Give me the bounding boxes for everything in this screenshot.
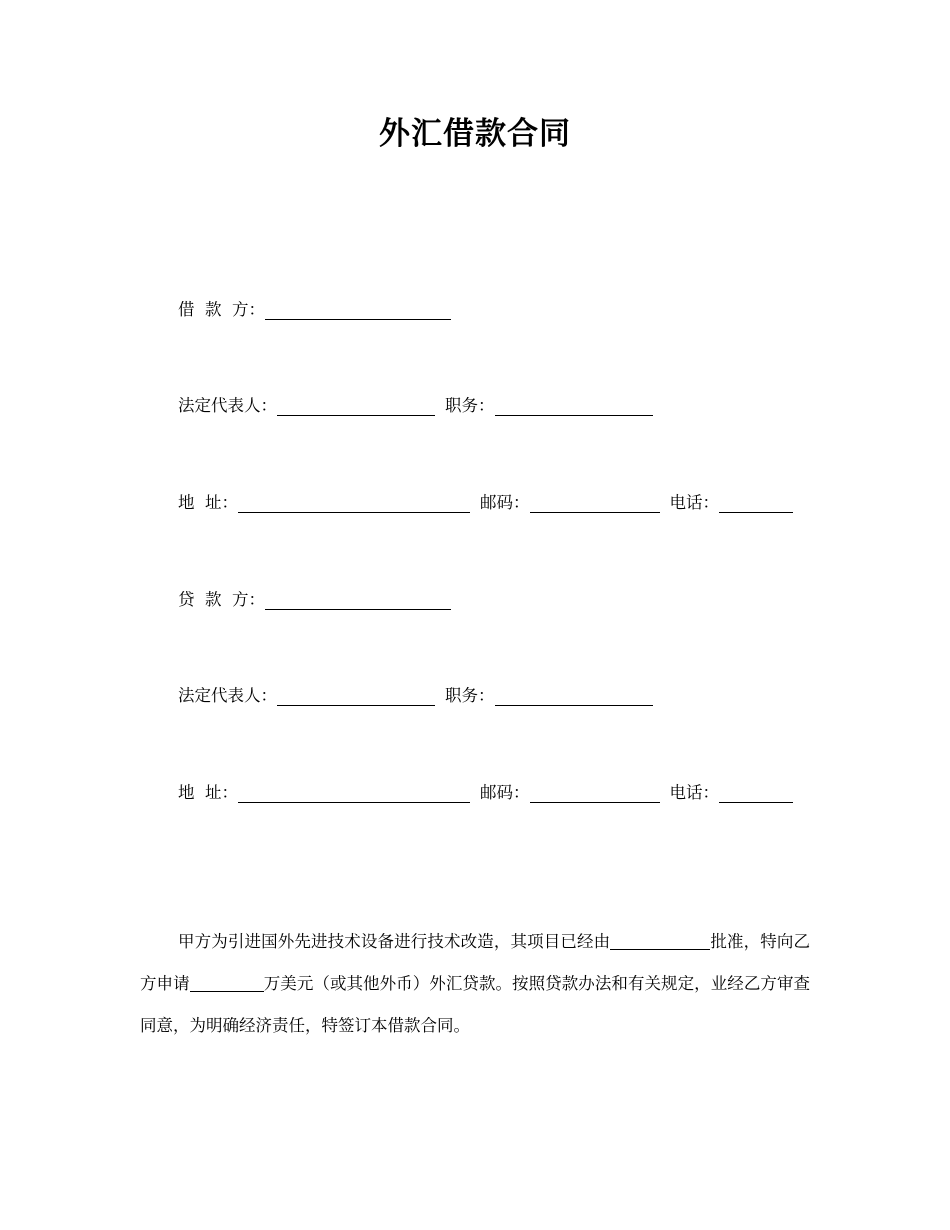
borrower-phone-field[interactable] <box>719 494 793 513</box>
borrower-position-label: 职务： <box>445 396 495 415</box>
preamble-text-2: 批准，特向乙方申请 <box>140 932 810 993</box>
borrower-rep-label: 法定代表人： <box>178 396 277 415</box>
lender-phone-field[interactable] <box>719 784 793 803</box>
borrower-rep-field[interactable] <box>277 397 435 416</box>
lender-rep-row <box>178 684 653 708</box>
lender-address-row <box>178 781 793 805</box>
preamble-paragraph <box>140 921 810 1047</box>
borrower-address-row <box>178 491 793 515</box>
lender-phone-label: 电话： <box>669 783 719 802</box>
preamble-text-3: 万美元（或其他外币）外汇贷款。按照贷款办法和有关规定，业经乙方审查同意，为明确经济责任，特签订本借款合同。 <box>140 974 811 1035</box>
contract-preamble <box>140 921 810 1047</box>
lender-party-label: 贷 款 方： <box>178 590 265 609</box>
borrower-party-label: 借 款 方： <box>178 300 265 319</box>
lender-name-field[interactable] <box>265 591 451 610</box>
lender-postcode-field[interactable] <box>530 784 660 803</box>
borrower-postcode-label: 邮码： <box>480 493 530 512</box>
preamble-text-1: 甲方为引进国外先进技术设备进行技术改造，其项目已经由 <box>178 932 611 951</box>
lender-party-row <box>178 588 451 612</box>
approval-authority-field[interactable] <box>610 931 710 950</box>
lender-rep-field[interactable] <box>277 687 435 706</box>
borrower-rep-row <box>178 394 653 418</box>
lender-postcode-label: 邮码： <box>480 783 530 802</box>
loan-amount-field[interactable] <box>190 973 264 992</box>
lender-rep-label: 法定代表人： <box>178 686 277 705</box>
borrower-postcode-field[interactable] <box>530 494 660 513</box>
lender-address-field[interactable] <box>238 784 470 803</box>
borrower-position-field[interactable] <box>495 397 653 416</box>
borrower-phone-label: 电话： <box>669 493 719 512</box>
borrower-party-row <box>178 298 451 322</box>
borrower-address-label: 地 址： <box>178 493 238 512</box>
borrower-name-field[interactable] <box>265 301 451 320</box>
lender-position-field[interactable] <box>495 687 653 706</box>
lender-position-label: 职务： <box>445 686 495 705</box>
lender-address-label: 地 址： <box>178 783 238 802</box>
document-title: 外汇借款合同 <box>379 116 571 152</box>
borrower-address-field[interactable] <box>238 494 470 513</box>
